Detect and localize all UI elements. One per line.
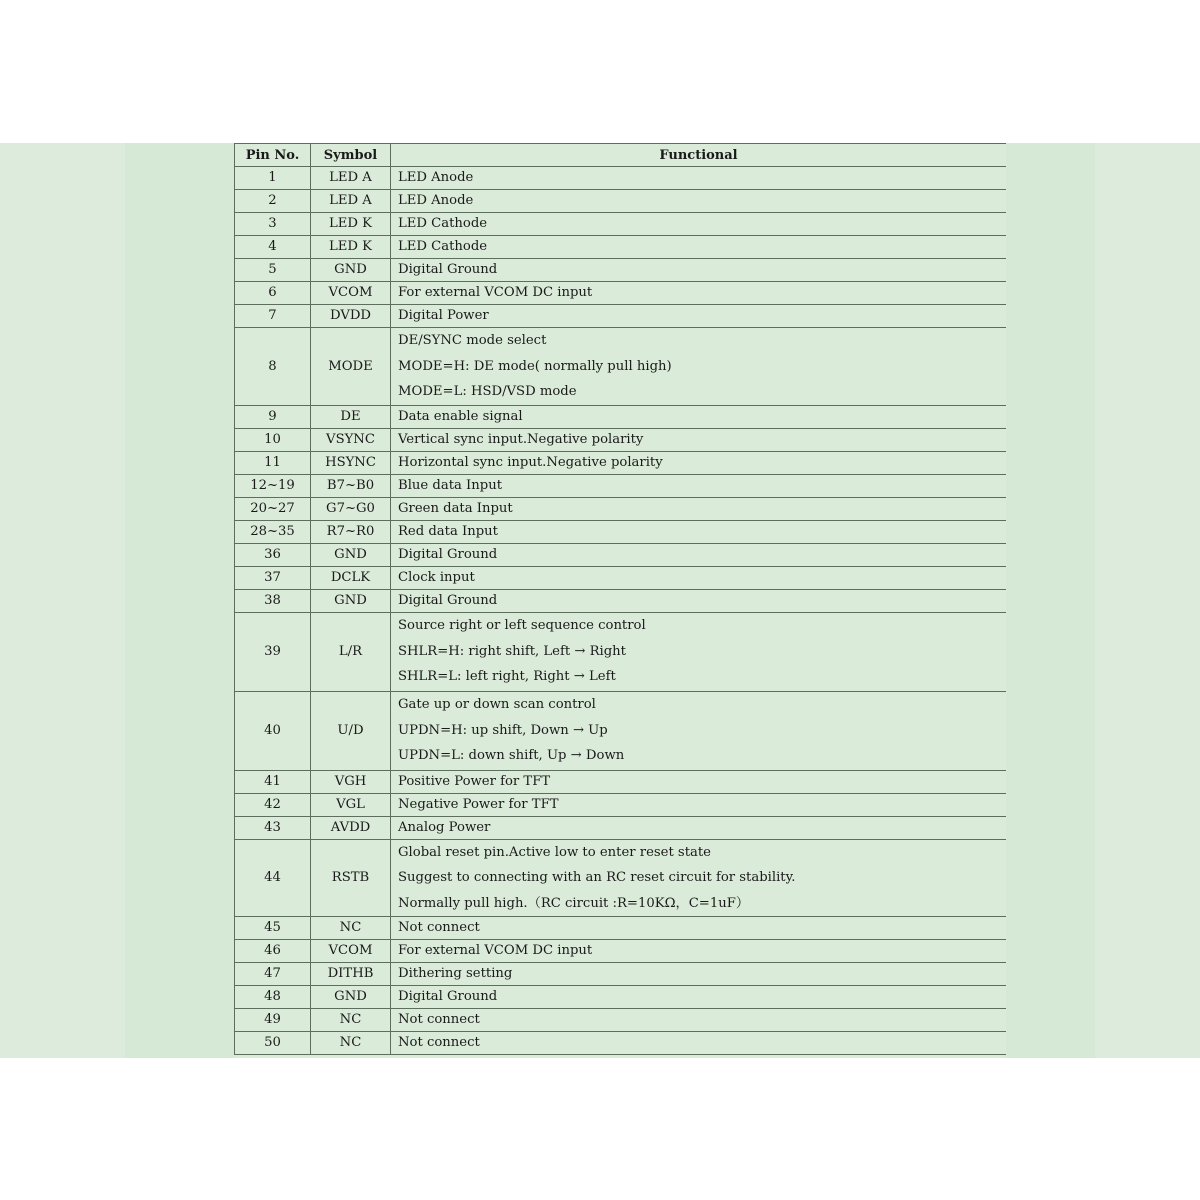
symbol-cell: G7~G0 xyxy=(311,497,391,520)
functional-line: UPDN=L: down shift, Up → Down xyxy=(398,748,625,764)
functional-cell xyxy=(391,963,1007,986)
pin-number-cell: 9 xyxy=(235,405,311,428)
functional-cell xyxy=(391,1032,1007,1055)
pin-number-cell: 37 xyxy=(235,566,311,589)
symbol-cell: GND xyxy=(311,543,391,566)
table-row xyxy=(235,428,1007,451)
functional-line: DE/SYNC mode select xyxy=(398,333,547,348)
table-row xyxy=(235,474,1007,497)
functional-cell xyxy=(391,236,1007,259)
pin-number-cell: 39 xyxy=(235,612,311,691)
functional-line: Analog Power xyxy=(398,819,491,835)
functional-cell xyxy=(391,839,1007,917)
functional-cell xyxy=(391,816,1007,839)
functional-cell xyxy=(391,691,1007,770)
functional-cell xyxy=(391,474,1007,497)
functional-cell xyxy=(391,305,1007,328)
symbol-cell: LED K xyxy=(311,236,391,259)
functional-cell xyxy=(391,589,1007,612)
symbol-cell: NC xyxy=(311,1032,391,1055)
functional-cell xyxy=(391,167,1007,190)
pin-number-cell: 43 xyxy=(235,816,311,839)
symbol-cell: DCLK xyxy=(311,566,391,589)
functional-line: UPDN=H: up shift, Down → Up xyxy=(398,722,608,738)
table-row xyxy=(235,940,1007,963)
functional-cell xyxy=(391,566,1007,589)
pin-number-cell: 6 xyxy=(235,282,311,305)
functional-line: Gate up or down scan control xyxy=(398,697,596,713)
functional-line: Source right or left sequence control xyxy=(398,618,646,634)
pin-number-cell: 47 xyxy=(235,963,311,986)
symbol-cell: GND xyxy=(311,589,391,612)
functional-line: Vertical sync input.Negative polarity xyxy=(398,431,644,447)
table-row xyxy=(235,917,1007,940)
functional-line: For external VCOM DC input xyxy=(398,285,593,300)
functional-line: LED Cathode xyxy=(398,216,488,231)
functional-cell xyxy=(391,497,1007,520)
functional-line: Red data Input xyxy=(398,523,498,539)
functional-line: Digital Ground xyxy=(398,262,498,277)
table-row xyxy=(235,566,1007,589)
functional-line: LED Anode xyxy=(398,170,474,185)
pin-number-cell: 1 xyxy=(235,167,311,190)
symbol-cell: VCOM xyxy=(311,940,391,963)
symbol-cell: MODE xyxy=(311,328,391,406)
pin-number-cell: 8 xyxy=(235,328,311,406)
functional-line: SHLR=L: left right, Right → Left xyxy=(398,669,616,685)
table-row xyxy=(235,839,1007,917)
functional-line: Digital Ground xyxy=(398,592,498,608)
pin-number-cell: 11 xyxy=(235,451,311,474)
symbol-cell: LED A xyxy=(311,167,391,190)
functional-line: MODE=L: HSD/VSD mode xyxy=(398,384,577,399)
pin-number-cell: 3 xyxy=(235,213,311,236)
table-row xyxy=(235,816,1007,839)
symbol-cell: U/D xyxy=(311,691,391,770)
table-row xyxy=(235,1032,1007,1055)
functional-line: Clock input xyxy=(398,569,475,585)
pin-number-cell: 12~19 xyxy=(235,474,311,497)
table-row xyxy=(235,190,1007,213)
table-row xyxy=(235,405,1007,428)
symbol-cell: LED K xyxy=(311,213,391,236)
table-row xyxy=(235,543,1007,566)
pin-number-cell: 48 xyxy=(235,986,311,1009)
functional-cell xyxy=(391,282,1007,305)
symbol-cell: R7~R0 xyxy=(311,520,391,543)
functional-cell xyxy=(391,543,1007,566)
symbol-cell: B7~B0 xyxy=(311,474,391,497)
pin-number-cell: 42 xyxy=(235,793,311,816)
functional-cell xyxy=(391,259,1007,282)
functional-cell xyxy=(391,190,1007,213)
pin-number-cell: 5 xyxy=(235,259,311,282)
table-row xyxy=(235,305,1007,328)
table-row xyxy=(235,963,1007,986)
table-row xyxy=(235,259,1007,282)
functional-cell xyxy=(391,940,1007,963)
pin-number-cell: 50 xyxy=(235,1032,311,1055)
functional-line: Blue data Input xyxy=(398,477,502,493)
table-header-row xyxy=(235,144,1007,167)
functional-line: Positive Power for TFT xyxy=(398,773,551,789)
pin-number-cell: 4 xyxy=(235,236,311,259)
functional-line: Suggest to connecting with an RC reset circuit for stability. xyxy=(398,870,796,885)
pin-number-cell: 40 xyxy=(235,691,311,770)
symbol-cell: GND xyxy=(311,259,391,282)
table-row xyxy=(235,986,1007,1009)
functional-line: Data enable signal xyxy=(398,408,523,424)
pin-number-cell: 2 xyxy=(235,190,311,213)
functional-line: Green data Input xyxy=(398,500,513,516)
functional-cell xyxy=(391,917,1007,940)
symbol-cell: NC xyxy=(311,917,391,940)
functional-line: Normally pull high.（RC circuit :R=10KΩ，C=1uF） xyxy=(398,895,750,911)
functional-line: LED Anode xyxy=(398,193,474,208)
table-row xyxy=(235,1009,1007,1032)
functional-line: Digital Power xyxy=(398,308,489,323)
functional-line: Not connect xyxy=(398,1035,480,1050)
functional-cell xyxy=(391,213,1007,236)
header-pin-no: Pin No. xyxy=(235,144,311,167)
symbol-cell: DVDD xyxy=(311,305,391,328)
pin-number-cell: 7 xyxy=(235,305,311,328)
table-row xyxy=(235,451,1007,474)
table-row xyxy=(235,520,1007,543)
table-body xyxy=(235,167,1007,1055)
functional-cell xyxy=(391,770,1007,793)
functional-cell xyxy=(391,986,1007,1009)
table-row xyxy=(235,589,1007,612)
symbol-cell: HSYNC xyxy=(311,451,391,474)
symbol-cell: RSTB xyxy=(311,839,391,917)
table-row xyxy=(235,167,1007,190)
pin-number-cell: 10 xyxy=(235,428,311,451)
pin-number-cell: 28~35 xyxy=(235,520,311,543)
pin-number-cell: 46 xyxy=(235,940,311,963)
pin-number-cell: 36 xyxy=(235,543,311,566)
symbol-cell: VGH xyxy=(311,770,391,793)
functional-line: Digital Ground xyxy=(398,989,498,1004)
header-symbol: Symbol xyxy=(311,144,391,167)
functional-line: Not connect xyxy=(398,1012,480,1027)
functional-cell xyxy=(391,405,1007,428)
header-functional: Functional xyxy=(391,144,1007,167)
functional-line: Global reset pin.Active low to enter reset state xyxy=(398,844,711,860)
functional-cell xyxy=(391,793,1007,816)
functional-cell xyxy=(391,520,1007,543)
functional-line: SHLR=H: right shift, Left → Right xyxy=(398,643,626,659)
pin-number-cell: 45 xyxy=(235,917,311,940)
functional-line: Digital Ground xyxy=(398,546,498,562)
symbol-cell: L/R xyxy=(311,612,391,691)
pin-number-cell: 20~27 xyxy=(235,497,311,520)
pin-definition-table xyxy=(234,143,1006,1055)
symbol-cell: DITHB xyxy=(311,963,391,986)
table-row xyxy=(235,612,1007,691)
table-row xyxy=(235,793,1007,816)
table-row xyxy=(235,213,1007,236)
symbol-cell: GND xyxy=(311,986,391,1009)
functional-cell xyxy=(391,428,1007,451)
pin-definition-sheet xyxy=(234,143,1006,1058)
functional-cell xyxy=(391,1009,1007,1032)
functional-line: LED Cathode xyxy=(398,239,488,254)
symbol-cell: DE xyxy=(311,405,391,428)
functional-line: Horizontal sync input.Negative polarity xyxy=(398,454,663,470)
functional-line: For external VCOM DC input xyxy=(398,943,593,958)
symbol-cell: VGL xyxy=(311,793,391,816)
symbol-cell: VCOM xyxy=(311,282,391,305)
table-row xyxy=(235,497,1007,520)
symbol-cell: LED A xyxy=(311,190,391,213)
functional-line: Negative Power for TFT xyxy=(398,796,559,812)
symbol-cell: VSYNC xyxy=(311,428,391,451)
functional-line: Not connect xyxy=(398,920,480,935)
table-row xyxy=(235,328,1007,406)
table-row xyxy=(235,770,1007,793)
pin-number-cell: 41 xyxy=(235,770,311,793)
functional-line: MODE=H: DE mode( normally pull high) xyxy=(398,358,672,374)
table-row xyxy=(235,236,1007,259)
pin-number-cell: 38 xyxy=(235,589,311,612)
table-row xyxy=(235,691,1007,770)
symbol-cell: NC xyxy=(311,1009,391,1032)
functional-line: Dithering setting xyxy=(398,966,513,981)
functional-cell xyxy=(391,328,1007,406)
pin-number-cell: 44 xyxy=(235,839,311,917)
symbol-cell: AVDD xyxy=(311,816,391,839)
pin-number-cell: 49 xyxy=(235,1009,311,1032)
functional-cell xyxy=(391,612,1007,691)
table-row xyxy=(235,282,1007,305)
functional-cell xyxy=(391,451,1007,474)
